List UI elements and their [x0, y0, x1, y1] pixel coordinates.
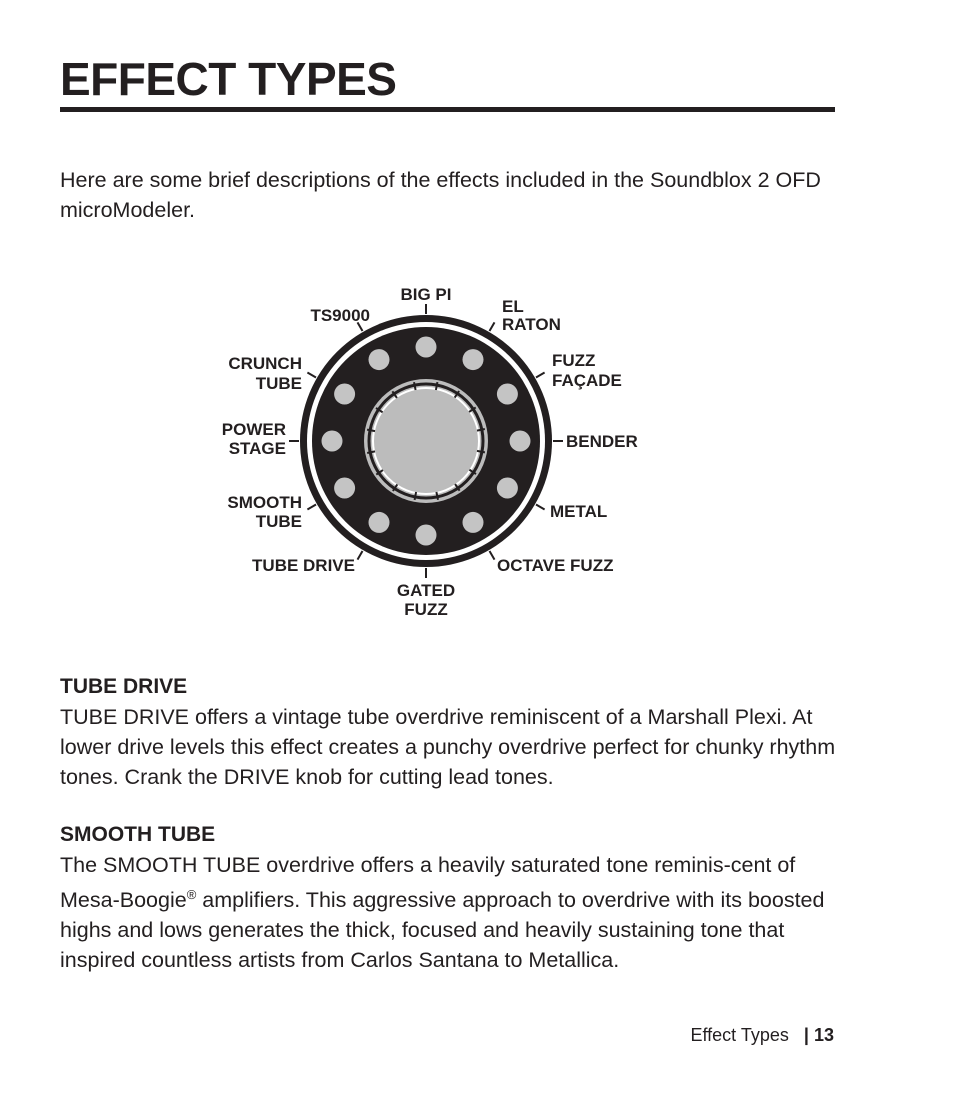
- led-dot: [497, 384, 518, 405]
- label-crunch-tube-line2: TUBE: [255, 374, 302, 393]
- label-smooth-tube-line2: TUBE: [255, 512, 302, 531]
- footer-separator: |: [803, 1025, 809, 1045]
- led-dot: [510, 431, 531, 452]
- led-dot: [322, 431, 343, 452]
- led-dot: [416, 337, 437, 358]
- page-footer: [690, 1025, 834, 1046]
- section-body: [60, 850, 850, 975]
- label-tube-drive: TUBE DRIVE: [252, 556, 355, 575]
- dial-tick: [358, 551, 363, 560]
- led-dot: [369, 512, 390, 533]
- section-tube-drive: [60, 672, 850, 792]
- label-el-raton-line2: RATON: [502, 315, 561, 334]
- dial-tick: [307, 373, 316, 378]
- label-crunch-tube-line1: CRUNCH: [228, 354, 302, 373]
- section-body: TUBE DRIVE offers a vintage tube overdrive reminiscent of a Marshall Plexi. At lower drive levels this effect creates a punchy overdrive perfect for chunky rhythm tones. Crank the DRIVE knob for cutting lead tones.: [60, 705, 836, 789]
- registered-mark: ®: [186, 887, 197, 902]
- label-fuzz-facade-line1: FUZZ: [552, 351, 596, 370]
- page-number: 13: [813, 1025, 834, 1045]
- led-dot: [416, 525, 437, 546]
- label-metal: METAL: [550, 502, 608, 521]
- led-dot: [334, 478, 355, 499]
- selector-knob[interactable]: [364, 379, 488, 503]
- led-dot: [463, 512, 484, 533]
- label-big-pi: BIG PI: [400, 285, 452, 304]
- intro-paragraph: Here are some brief descriptions of the effects included in the Soundblox 2 OFD microModeler.: [60, 168, 821, 222]
- label-power-stage-line2: STAGE: [228, 439, 286, 458]
- label-gated-fuzz-line2: FUZZ: [404, 600, 448, 619]
- effect-selector-dial: [200, 270, 660, 630]
- dial-tick: [307, 505, 316, 510]
- effect-selector-diagram: [200, 270, 660, 630]
- led-dot: [369, 349, 390, 370]
- dial-tick: [536, 373, 545, 378]
- footer-section-name: Effect Types: [690, 1025, 789, 1045]
- section-heading: SMOOTH TUBE: [60, 823, 216, 846]
- section-smooth-tube: [60, 820, 850, 975]
- label-bender: BENDER: [566, 432, 638, 451]
- dial-tick: [536, 505, 545, 510]
- label-ts9000: TS9000: [310, 306, 370, 325]
- knob-face: [375, 390, 477, 492]
- label-fuzz-facade-line2: FAÇADE: [552, 371, 622, 390]
- dial-tick: [490, 322, 495, 331]
- section-body-part1: The SMOOTH TUBE overdrive offers a heavily saturated tone reminis-cent of Mesa-Boogie: [60, 853, 796, 913]
- section-heading: TUBE DRIVE: [60, 675, 188, 698]
- title-rule: [60, 107, 835, 112]
- label-octave-fuzz: OCTAVE FUZZ: [497, 556, 614, 575]
- led-dot: [334, 384, 355, 405]
- led-dot: [497, 478, 518, 499]
- dial-tick: [490, 551, 495, 560]
- label-power-stage-line1: POWER: [221, 420, 286, 439]
- page-title: EFFECT TYPES: [60, 53, 397, 105]
- label-el-raton-line1: EL: [502, 297, 524, 316]
- section-body-part2: amplifiers. This aggressive approach to overdrive with its boosted highs and lows generates the thick, focused and heavily sustaining tone that inspired countless artists from Carlos Santana to Metallica.: [60, 888, 825, 973]
- led-dot: [463, 349, 484, 370]
- label-gated-fuzz-line1: GATED: [396, 581, 456, 600]
- label-smooth-tube-line1: SMOOTH: [227, 493, 302, 512]
